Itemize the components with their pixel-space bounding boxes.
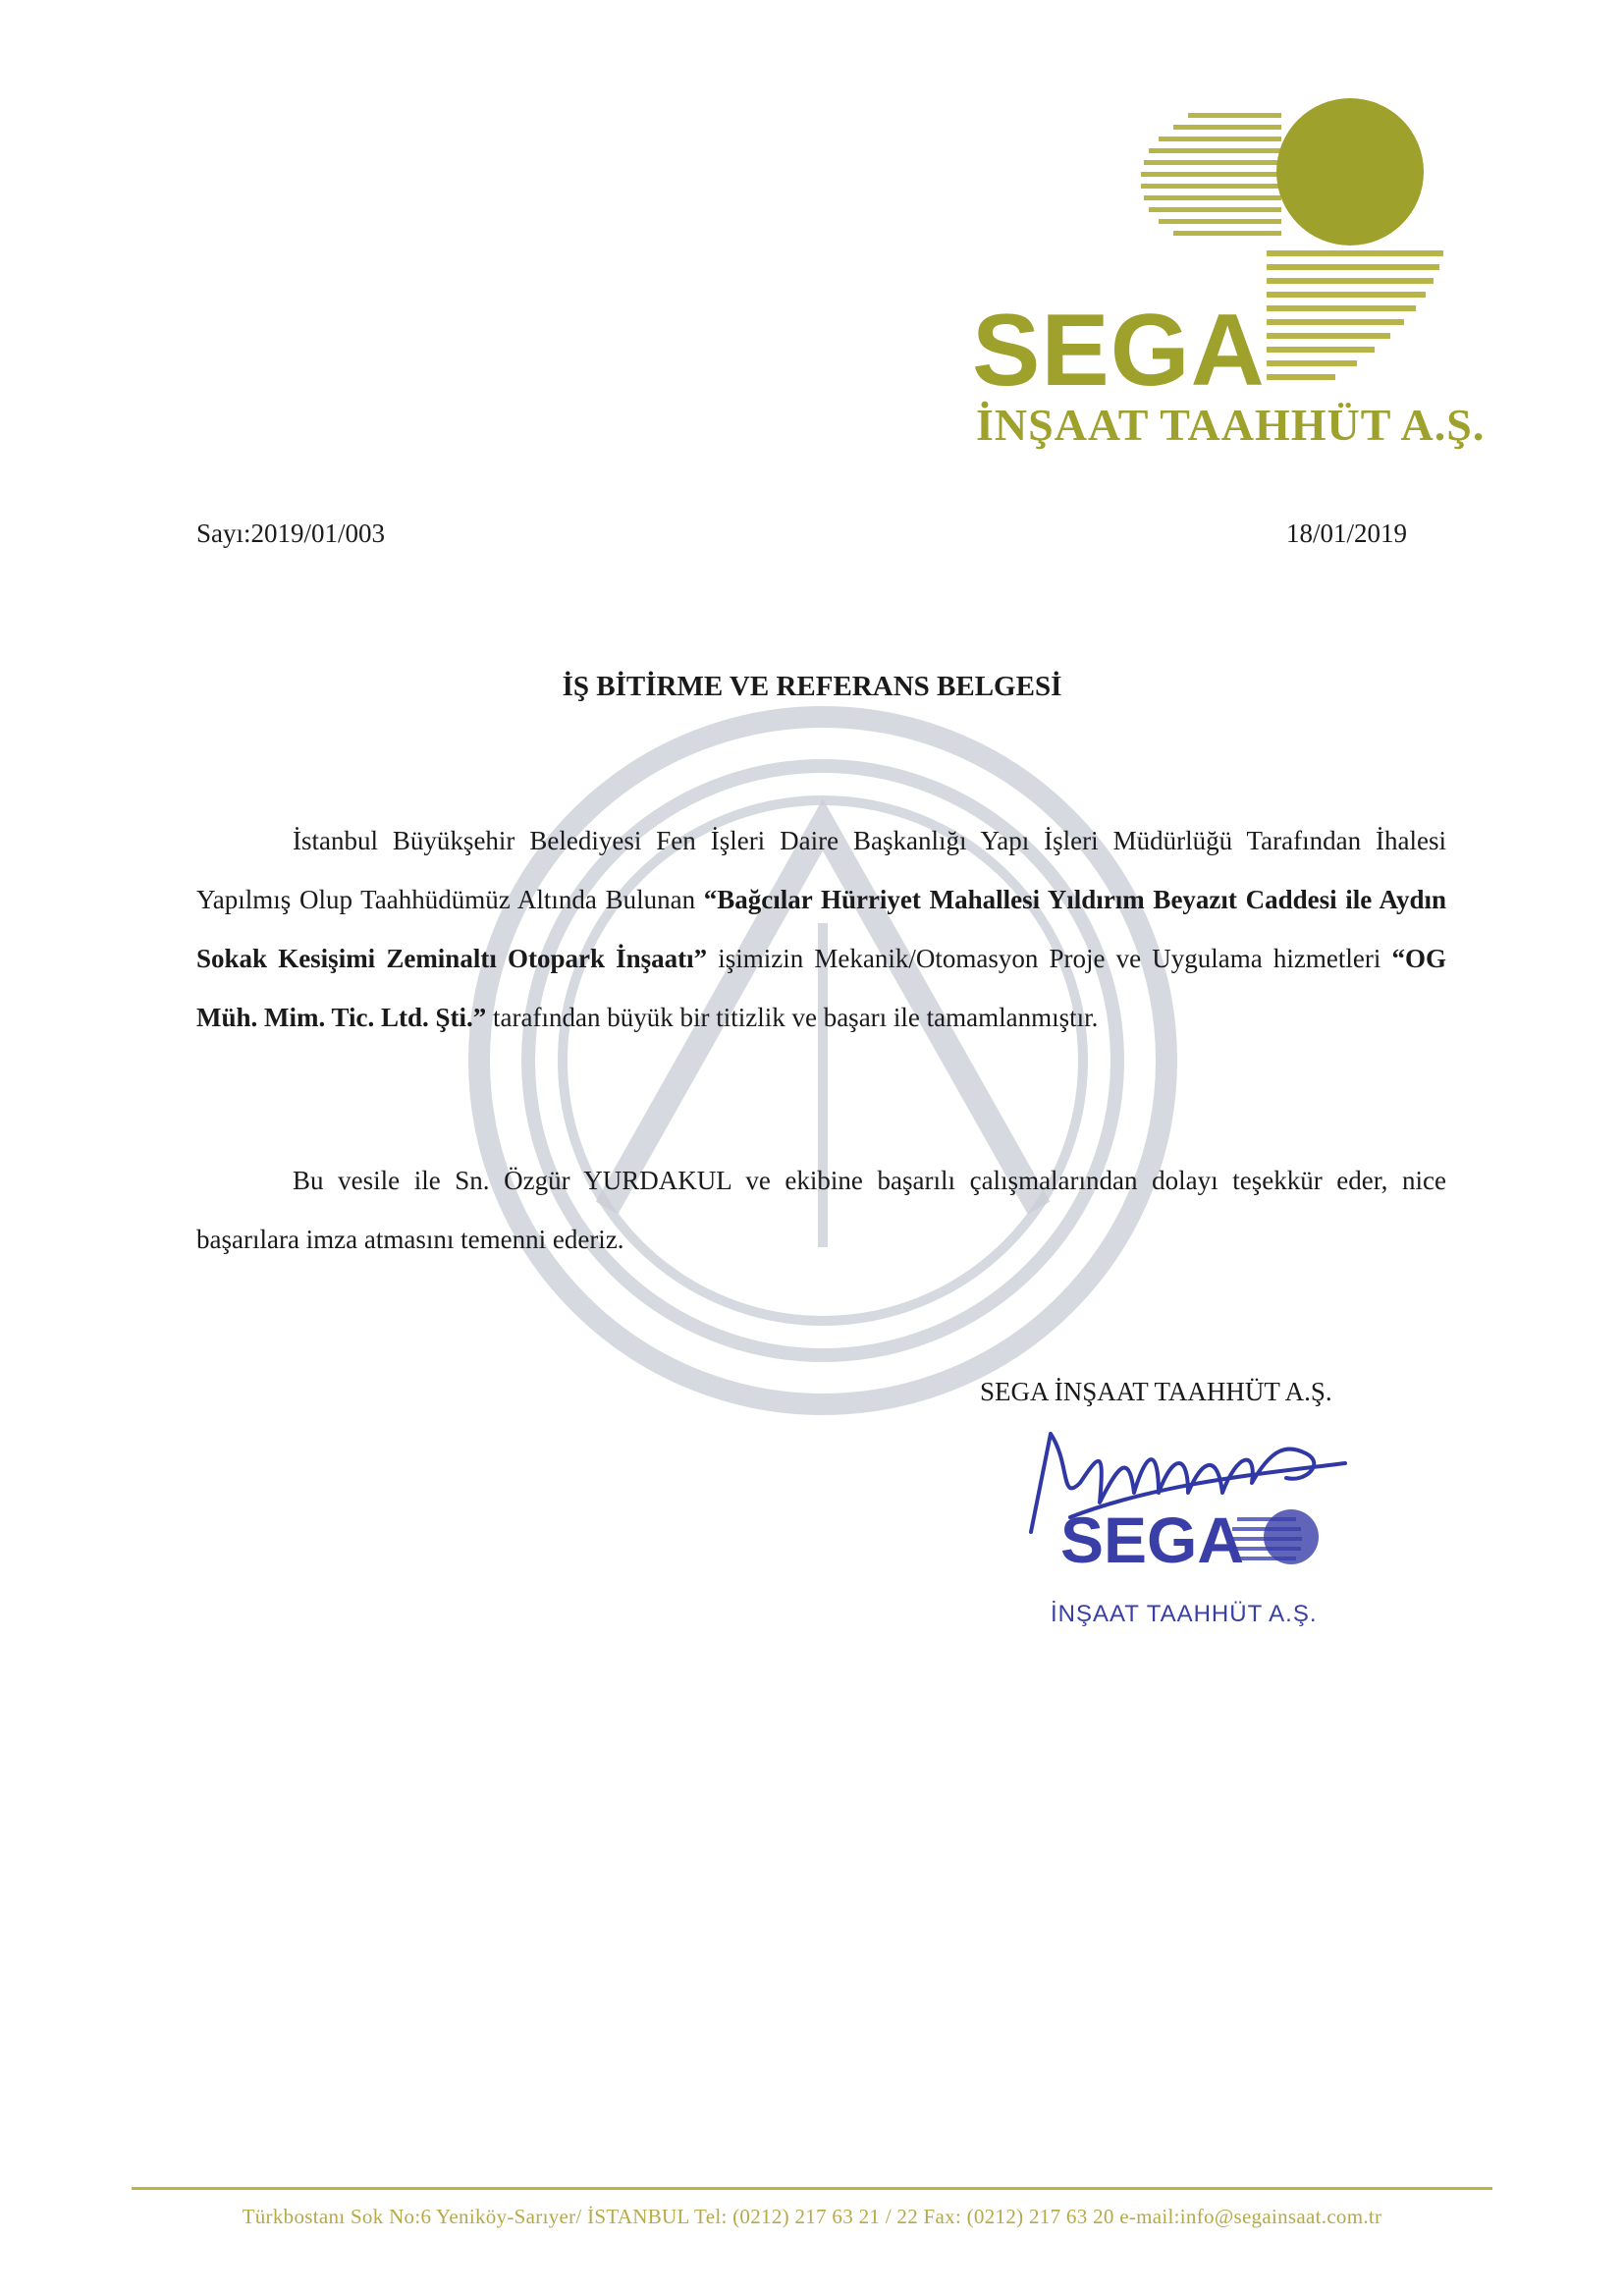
paragraph-text: İstanbul Büyükşehir Belediyesi Fen İşleri Daire Başkanlığı Yapı İşleri Müdürlüğü Tarafından İhalesi Yapılmış Olup Taahhüdümüz Altında Bulunan — [196, 826, 1446, 914]
footer-contact-info: Türkbostanı Sok No:6 Yeniköy-Sarıyer/ İSTANBUL Tel: (0212) 217 63 21 / 22 Fax: (0212) 217 63 20 e-mail:info@segainsaat.com.tr — [242, 2205, 1382, 2228]
logo-wordmark: SEGA — [972, 294, 1266, 408]
body-paragraph-1 — [196, 811, 1446, 1047]
stamp-subtitle: İNŞAAT TAAHHÜT A.Ş. — [1051, 1601, 1318, 1627]
paragraph-text: işimizin Mekanik/Otomasyon Proje ve Uygulama hizmetleri — [707, 944, 1392, 973]
document-title: İŞ BİTİRME VE REFERANS BELGESİ — [562, 671, 1062, 702]
signatory-company: SEGA İNŞAAT TAAHHÜT A.Ş. — [980, 1377, 1332, 1406]
logo-subtitle: İNŞAAT TAAHHÜT A.Ş. — [976, 400, 1486, 450]
contractor-name: “OG Müh. Mim. Tic. Ltd. Şti.” — [196, 944, 1446, 1032]
project-name: “Bağcılar Hürriyet Mahallesi Yıldırım Beyazıt Caddesi ile Aydın Sokak Kesişimi Zeminaltı Otopark İnşaatı” — [196, 885, 1446, 973]
footer-divider — [132, 2187, 1492, 2190]
paragraph-text: tarafından büyük bir titizlik ve başarı ile tamamlanmıştır. — [486, 1003, 1099, 1032]
document-date: 18/01/2019 — [1286, 519, 1408, 548]
stamp-wordmark: SEGA — [1060, 1503, 1245, 1576]
company-logo — [962, 93, 1486, 450]
body-paragraph-2: Bu vesile ile Sn. Özgür YURDAKUL ve ekibine başarılı çalışmalarından dolayı teşekkür eder, nice başarılara imza atmasını temenni ederiz. — [196, 1166, 1446, 1254]
watermark-emblem-icon — [460, 697, 1186, 1424]
company-stamp — [1041, 1503, 1335, 1645]
reference-number: Sayı:2019/01/003 — [196, 519, 386, 548]
